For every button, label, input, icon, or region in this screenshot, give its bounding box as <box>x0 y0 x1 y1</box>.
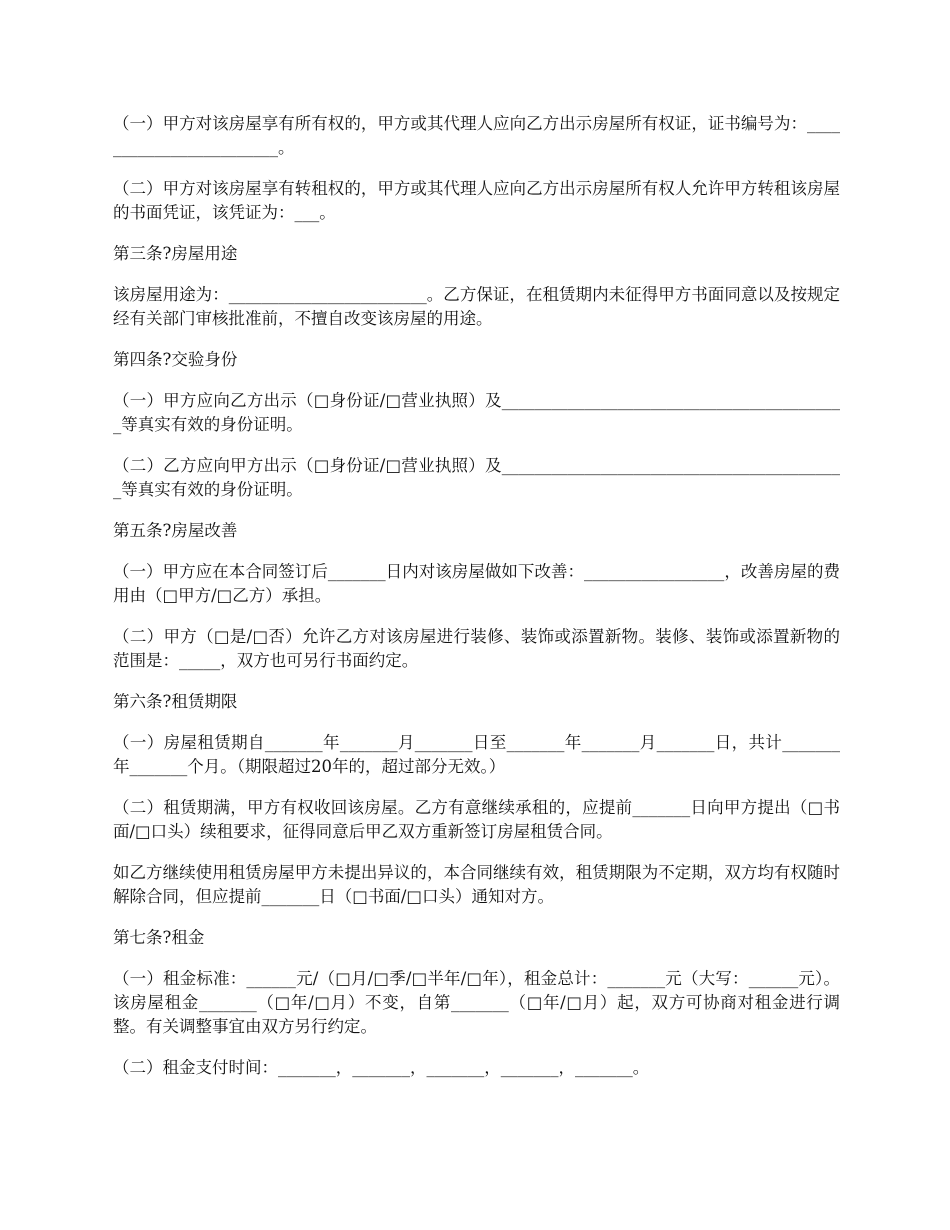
clause-4-1-party-a-id: （一）甲方应向乙方出示（□身份证/□营业执照）及__________________________________________等真实有效的身份证明。 <box>113 391 840 434</box>
clause-5-2-decoration: （二）甲方（□是/□否）允许乙方对该房屋进行装修、装饰或添置新物。装修、装饰或添置新物的范围是：_____，双方也可另行书面约定。 <box>113 627 840 670</box>
clause-3-1-ownership: （一）甲方对该房屋享有所有权的，甲方或其代理人应向乙方出示房屋所有权证，证书编号为：________________________。 <box>113 114 840 157</box>
heading-article-3: 第三条?房屋用途 <box>113 244 238 263</box>
clause-7-1-rent-standard: （一）租金标准：______元/（□月/□季/□半年/□年），租金总计：_______元（大写：______元）。该房屋租金_______（□年/□月）不变，自第_______（□年/□月）起，双方可协商对租金进行调整。有关调整事宜由双方另行约定。 <box>113 969 840 1036</box>
heading-article-4: 第四条?交验身份 <box>113 350 238 369</box>
heading-article-5: 第五条?房屋改善 <box>113 521 238 540</box>
clause-usage: 该房屋用途为：________________________。乙方保证，在租赁期内未征得甲方书面同意以及按规定经有关部门审核批准前，不擅自改变该房屋的用途。 <box>113 285 840 328</box>
clause-7-2-payment-time: （二）租金支付时间：_______，_______，_______，_______，_______。 <box>113 1058 650 1077</box>
clause-3-2-sublease: （二）甲方对该房屋享有转租权的，甲方或其代理人应向乙方出示房屋所有权人允许甲方转租该房屋的书面凭证，该凭证为：___。 <box>113 179 840 222</box>
clause-5-1-improvement: （一）甲方应在本合同签订后_______日内对该房屋做如下改善：_________________，改善房屋的费用由（□甲方/□乙方）承担。 <box>113 562 840 605</box>
heading-article-7: 第七条?租金 <box>113 928 205 947</box>
document-body <box>113 112 840 1097</box>
clause-6-2-renewal: （二）租赁期满，甲方有权收回该房屋。乙方有意继续承租的，应提前_______日向甲方提出（□书面/□口头）续租要求，征得同意后甲乙双方重新签订房屋租赁合同。 <box>113 798 840 841</box>
clause-4-2-party-b-id: （二）乙方应向甲方出示（□身份证/□营业执照）及__________________________________________等真实有效的身份证明。 <box>113 456 840 499</box>
clause-6-3-indefinite: 如乙方继续使用租赁房屋甲方未提出异议的，本合同继续有效，租赁期限为不定期，双方均有权随时解除合同，但应提前_______日（□书面/□口头）通知对方。 <box>113 863 840 906</box>
clause-6-1-lease-term: （一）房屋租赁期自_______年_______月_______日至_______年_______月_______日，共计_______年_______个月。（期限超过20年的，超过部分无效。） <box>113 733 840 776</box>
heading-article-6: 第六条?租赁期限 <box>113 692 238 711</box>
